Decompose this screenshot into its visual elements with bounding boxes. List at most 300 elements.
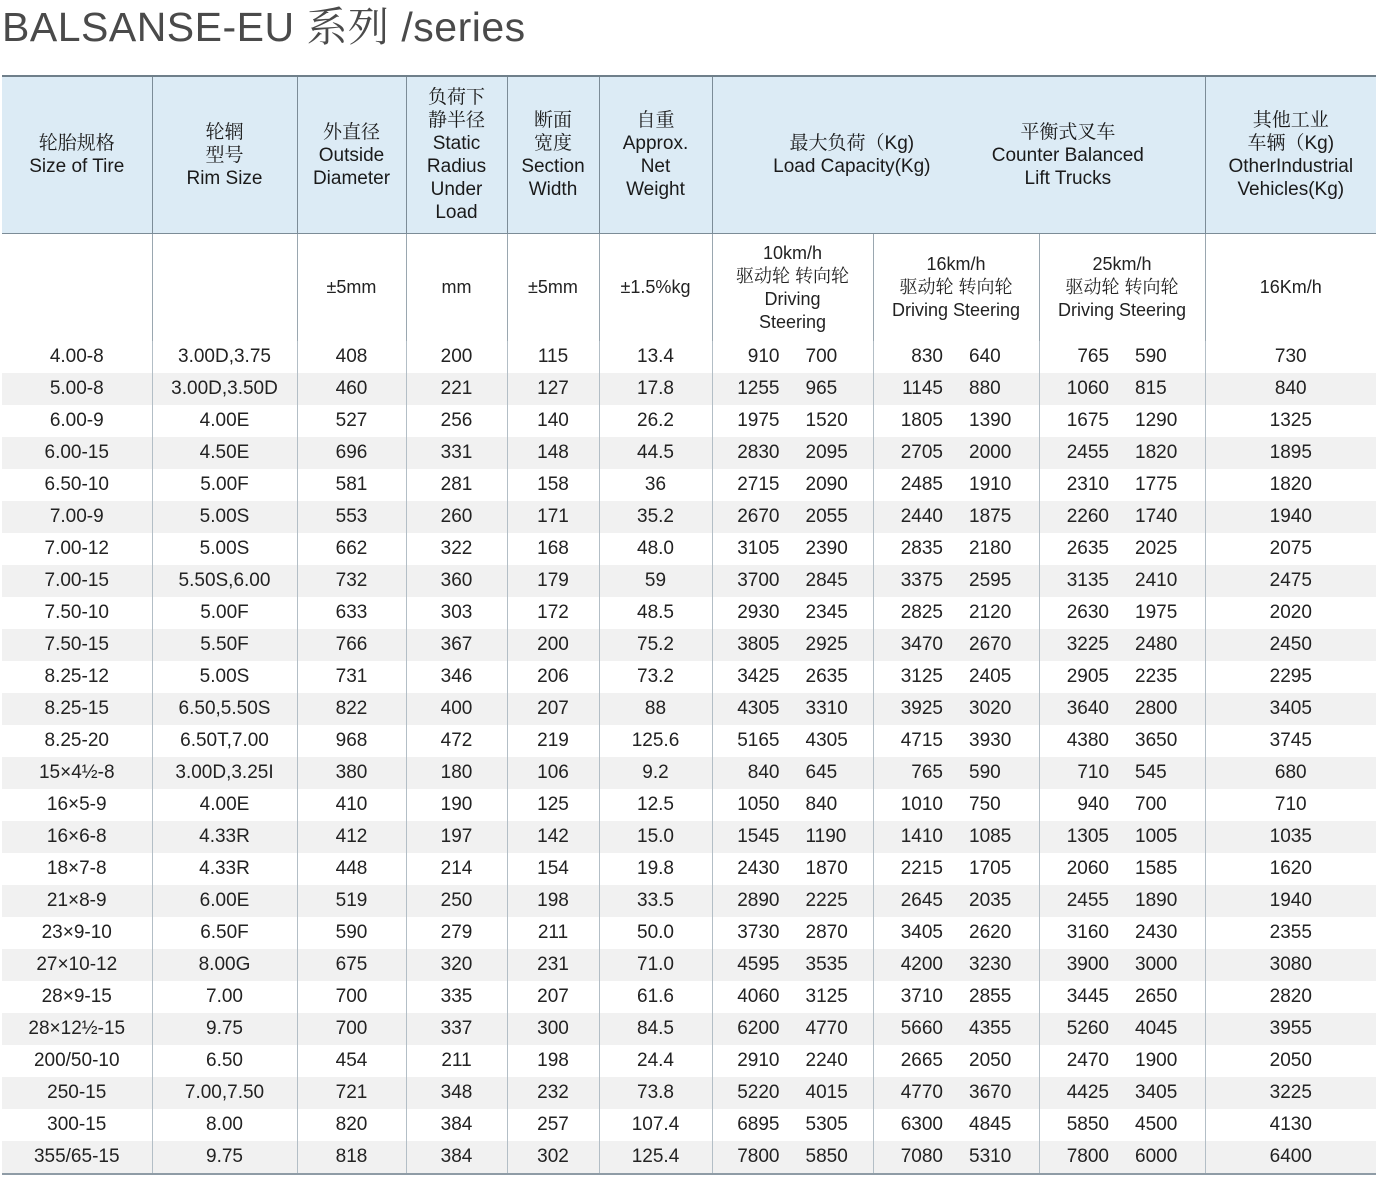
cell-other-industrial: 1895 — [1205, 437, 1376, 469]
cell-size: 7.00-9 — [2, 501, 152, 533]
cell-load-10kmh — [712, 501, 873, 533]
cell-other-industrial: 2475 — [1205, 565, 1376, 597]
cell-load-16kmh — [873, 533, 1039, 565]
cell-other-industrial: 1325 — [1205, 405, 1376, 437]
cell-size: 7.50-15 — [2, 629, 152, 661]
steering-value: 3930 — [969, 730, 1012, 751]
cell-size: 16×6-8 — [2, 821, 152, 853]
steering-value: 2670 — [969, 634, 1012, 655]
cell-load-10kmh — [712, 597, 873, 629]
cell-net-weight: 73.8 — [599, 1077, 712, 1109]
cell-outside-diameter: 700 — [297, 981, 406, 1013]
steering-value: 700 — [1135, 794, 1167, 815]
header-net-weight: 自重 Approx. Net Weight — [599, 76, 712, 234]
cell-static-radius: 400 — [406, 693, 507, 725]
cell-outside-diameter: 408 — [297, 341, 406, 373]
cell-rim-size: 6.50,5.50S — [152, 693, 297, 725]
cell-rim-size: 5.00S — [152, 661, 297, 693]
cell-load-10kmh — [712, 693, 873, 725]
cell-size: 15×4½-8 — [2, 757, 152, 789]
steering-value: 1740 — [1135, 506, 1178, 527]
cell-static-radius: 322 — [406, 533, 507, 565]
cell-net-weight: 33.5 — [599, 885, 712, 917]
cell-load-16kmh — [873, 757, 1039, 789]
cell-size: 300-15 — [2, 1109, 152, 1141]
steering-value: 1290 — [1135, 410, 1178, 431]
driving-value: 3375 — [900, 570, 943, 591]
cell-load-10kmh — [712, 629, 873, 661]
driving-value: 4715 — [900, 730, 943, 751]
table-row — [2, 821, 1376, 853]
cell-static-radius: 260 — [406, 501, 507, 533]
cell-load-10kmh — [712, 373, 873, 405]
cell-load-10kmh — [712, 405, 873, 437]
tire-spec-table — [2, 75, 1376, 1175]
driving-value: 7080 — [900, 1146, 943, 1167]
cell-load-16kmh — [873, 341, 1039, 373]
cell-rim-size: 7.00 — [152, 981, 297, 1013]
cell-load-16kmh — [873, 469, 1039, 501]
driving-value: 3640 — [1066, 698, 1110, 719]
cell-static-radius: 281 — [406, 469, 507, 501]
cell-load-16kmh — [873, 1045, 1039, 1077]
steering-value: 700 — [805, 346, 838, 367]
cell-load-25kmh — [1039, 949, 1205, 981]
cell-size: 8.25-12 — [2, 661, 152, 693]
cell-section-width: 140 — [507, 405, 599, 437]
cell-outside-diameter: 448 — [297, 853, 406, 885]
cell-static-radius: 320 — [406, 949, 507, 981]
header-outside-diameter: 外直径 Outside Diameter — [297, 76, 406, 234]
cell-other-industrial: 3405 — [1205, 693, 1376, 725]
cell-load-10kmh — [712, 981, 873, 1013]
cell-section-width: 168 — [507, 533, 599, 565]
steering-value: 2225 — [805, 890, 848, 911]
steering-value: 1520 — [805, 410, 848, 431]
cell-load-25kmh — [1039, 693, 1205, 725]
steering-value: 3310 — [805, 698, 848, 719]
cell-load-16kmh — [873, 1077, 1039, 1109]
cell-load-10kmh — [712, 565, 873, 597]
table-row — [2, 1013, 1376, 1045]
driving-value: 3135 — [1066, 570, 1110, 591]
cell-size: 21×8-9 — [2, 885, 152, 917]
cell-size: 4.00-8 — [2, 341, 152, 373]
cell-static-radius: 221 — [406, 373, 507, 405]
cell-size: 7.00-12 — [2, 533, 152, 565]
steering-value: 3000 — [1135, 954, 1178, 975]
unit-speed-16: 16km/h 驱动轮 转向轮 Driving Steering — [873, 234, 1039, 342]
cell-outside-diameter: 581 — [297, 469, 406, 501]
table-row — [2, 629, 1376, 661]
driving-value: 1805 — [900, 410, 943, 431]
driving-value: 2455 — [1066, 890, 1110, 911]
cell-net-weight: 61.6 — [599, 981, 712, 1013]
steering-value: 3650 — [1135, 730, 1178, 751]
steering-value: 3670 — [969, 1082, 1012, 1103]
cell-load-16kmh — [873, 565, 1039, 597]
driving-value: 2705 — [900, 442, 943, 463]
cell-other-industrial: 2050 — [1205, 1045, 1376, 1077]
unit-size — [2, 234, 152, 342]
cell-load-16kmh — [873, 885, 1039, 917]
steering-value: 2635 — [805, 666, 848, 687]
cell-section-width: 300 — [507, 1013, 599, 1045]
steering-value: 2025 — [1135, 538, 1178, 559]
cell-load-10kmh — [712, 757, 873, 789]
unit-net-weight: ±1.5%kg — [599, 234, 712, 342]
cell-load-25kmh — [1039, 533, 1205, 565]
steering-value: 2090 — [805, 474, 848, 495]
cell-load-25kmh — [1039, 1109, 1205, 1141]
cell-net-weight: 48.0 — [599, 533, 712, 565]
driving-value: 1545 — [737, 826, 780, 847]
driving-value: 4380 — [1066, 730, 1110, 751]
steering-value: 2925 — [805, 634, 848, 655]
cell-load-10kmh — [712, 661, 873, 693]
table-row — [2, 885, 1376, 917]
steering-value: 5310 — [969, 1146, 1012, 1167]
cell-net-weight: 44.5 — [599, 437, 712, 469]
cell-load-25kmh — [1039, 629, 1205, 661]
cell-section-width: 198 — [507, 885, 599, 917]
header-other-industrial: 其他工业 车辆（Kg) OtherIndustrial Vehicles(Kg) — [1205, 76, 1376, 234]
cell-net-weight: 125.6 — [599, 725, 712, 757]
cell-other-industrial: 2075 — [1205, 533, 1376, 565]
cell-outside-diameter: 633 — [297, 597, 406, 629]
cell-other-industrial: 3955 — [1205, 1013, 1376, 1045]
cell-rim-size: 5.00S — [152, 533, 297, 565]
table-row — [2, 501, 1376, 533]
cell-static-radius: 346 — [406, 661, 507, 693]
steering-value: 880 — [969, 378, 1001, 399]
cell-load-25kmh — [1039, 1045, 1205, 1077]
cell-size: 6.00-9 — [2, 405, 152, 437]
cell-static-radius: 211 — [406, 1045, 507, 1077]
cell-outside-diameter: 696 — [297, 437, 406, 469]
cell-load-10kmh — [712, 821, 873, 853]
cell-section-width: 172 — [507, 597, 599, 629]
driving-value: 765 — [1077, 346, 1110, 367]
cell-outside-diameter: 454 — [297, 1045, 406, 1077]
cell-static-radius: 279 — [406, 917, 507, 949]
cell-load-25kmh — [1039, 917, 1205, 949]
steering-value: 3405 — [1135, 1082, 1178, 1103]
cell-load-25kmh — [1039, 1141, 1205, 1174]
table-row — [2, 341, 1376, 373]
unit-other: 16Km/h — [1205, 234, 1376, 342]
steering-value: 640 — [969, 346, 1001, 367]
cell-outside-diameter: 700 — [297, 1013, 406, 1045]
cell-net-weight: 35.2 — [599, 501, 712, 533]
cell-static-radius: 180 — [406, 757, 507, 789]
driving-value: 3425 — [737, 666, 780, 687]
driving-value: 3730 — [737, 922, 780, 943]
cell-section-width: 154 — [507, 853, 599, 885]
cell-outside-diameter: 675 — [297, 949, 406, 981]
cell-load-25kmh — [1039, 469, 1205, 501]
steering-value: 1190 — [805, 826, 847, 847]
steering-value: 2095 — [805, 442, 848, 463]
steering-value: 2410 — [1135, 570, 1178, 591]
cell-other-industrial: 680 — [1205, 757, 1376, 789]
steering-value: 2000 — [969, 442, 1012, 463]
cell-rim-size: 3.00D,3.75 — [152, 341, 297, 373]
cell-rim-size: 9.75 — [152, 1013, 297, 1045]
driving-value: 2215 — [900, 858, 943, 879]
cell-outside-diameter: 721 — [297, 1077, 406, 1109]
cell-rim-size: 3.00D,3.50D — [152, 373, 297, 405]
cell-rim-size: 9.75 — [152, 1141, 297, 1174]
cell-load-10kmh — [712, 949, 873, 981]
table-row — [2, 757, 1376, 789]
cell-load-10kmh — [712, 1045, 873, 1077]
cell-load-10kmh — [712, 789, 873, 821]
unit-rim — [152, 234, 297, 342]
driving-value: 2630 — [1066, 602, 1110, 623]
steering-value: 5305 — [805, 1114, 848, 1135]
unit-static-radius: mm — [406, 234, 507, 342]
cell-net-weight: 12.5 — [599, 789, 712, 821]
cell-static-radius: 367 — [406, 629, 507, 661]
cell-outside-diameter: 820 — [297, 1109, 406, 1141]
driving-value: 3125 — [900, 666, 943, 687]
driving-value: 830 — [911, 346, 943, 367]
driving-value: 4305 — [737, 698, 780, 719]
driving-value: 3700 — [737, 570, 780, 591]
cell-net-weight: 73.2 — [599, 661, 712, 693]
driving-value: 1255 — [737, 378, 780, 399]
cell-rim-size: 6.50F — [152, 917, 297, 949]
steering-value: 750 — [969, 794, 1001, 815]
steering-value: 3535 — [805, 954, 848, 975]
cell-size: 5.00-8 — [2, 373, 152, 405]
driving-value: 3470 — [900, 634, 943, 655]
steering-value: 3125 — [805, 986, 848, 1007]
cell-net-weight: 15.0 — [599, 821, 712, 853]
cell-size: 8.25-20 — [2, 725, 152, 757]
steering-value: 4015 — [805, 1082, 848, 1103]
driving-value: 2430 — [737, 858, 780, 879]
steering-value: 2870 — [805, 922, 848, 943]
cell-rim-size: 7.00,7.50 — [152, 1077, 297, 1109]
driving-value: 3445 — [1066, 986, 1110, 1007]
cell-outside-diameter: 460 — [297, 373, 406, 405]
cell-rim-size: 4.00E — [152, 405, 297, 437]
cell-outside-diameter: 590 — [297, 917, 406, 949]
steering-value: 2855 — [969, 986, 1012, 1007]
steering-value: 590 — [969, 762, 1001, 783]
cell-other-industrial: 2820 — [1205, 981, 1376, 1013]
driving-value: 6200 — [737, 1018, 780, 1039]
cell-outside-diameter: 412 — [297, 821, 406, 853]
steering-value: 1085 — [969, 826, 1012, 847]
cell-outside-diameter: 527 — [297, 405, 406, 437]
driving-value: 3225 — [1066, 634, 1110, 655]
table-row — [2, 1077, 1376, 1109]
table-row — [2, 981, 1376, 1013]
header-section-width: 断面 宽度 Section Width — [507, 76, 599, 234]
steering-value: 2035 — [969, 890, 1012, 911]
steering-value: 840 — [805, 794, 838, 815]
cell-load-25kmh — [1039, 373, 1205, 405]
driving-value: 2635 — [1066, 538, 1110, 559]
cell-static-radius: 331 — [406, 437, 507, 469]
cell-static-radius: 256 — [406, 405, 507, 437]
cell-rim-size: 5.00F — [152, 469, 297, 501]
cell-outside-diameter: 822 — [297, 693, 406, 725]
driving-value: 765 — [911, 762, 943, 783]
cell-load-25kmh — [1039, 1013, 1205, 1045]
driving-value: 2260 — [1066, 506, 1110, 527]
steering-value: 1005 — [1135, 826, 1178, 847]
cell-load-16kmh — [873, 1013, 1039, 1045]
cell-load-16kmh — [873, 629, 1039, 661]
counter-balanced-label: 平衡式叉车 Counter Balanced Lift Trucks — [991, 121, 1144, 189]
cell-static-radius: 337 — [406, 1013, 507, 1045]
steering-value: 2055 — [805, 506, 848, 527]
cell-size: 27×10-12 — [2, 949, 152, 981]
cell-net-weight: 48.5 — [599, 597, 712, 629]
cell-load-10kmh — [712, 917, 873, 949]
cell-outside-diameter: 410 — [297, 789, 406, 821]
cell-load-10kmh — [712, 725, 873, 757]
cell-load-16kmh — [873, 437, 1039, 469]
cell-load-16kmh — [873, 405, 1039, 437]
unit-section-width: ±5mm — [507, 234, 599, 342]
driving-value: 2910 — [737, 1050, 780, 1071]
driving-value: 840 — [747, 762, 780, 783]
table-row — [2, 1109, 1376, 1141]
cell-section-width: 106 — [507, 757, 599, 789]
cell-size: 8.25-15 — [2, 693, 152, 725]
table-row — [2, 789, 1376, 821]
driving-value: 1060 — [1066, 378, 1110, 399]
cell-other-industrial: 730 — [1205, 341, 1376, 373]
driving-value: 2670 — [737, 506, 780, 527]
steering-value: 4355 — [969, 1018, 1012, 1039]
header-load-capacity — [712, 76, 1205, 234]
load-capacity-label: 最大负荷（Kg) Load Capacity(Kg) — [773, 133, 931, 177]
cell-rim-size: 3.00D,3.25I — [152, 757, 297, 789]
steering-value: 2620 — [969, 922, 1012, 943]
driving-value: 6300 — [900, 1114, 943, 1135]
cell-outside-diameter: 732 — [297, 565, 406, 597]
driving-value: 2665 — [900, 1050, 943, 1071]
cell-net-weight: 36 — [599, 469, 712, 501]
cell-load-25kmh — [1039, 725, 1205, 757]
steering-value: 545 — [1135, 762, 1167, 783]
cell-rim-size: 5.50F — [152, 629, 297, 661]
cell-other-industrial: 1940 — [1205, 501, 1376, 533]
cell-static-radius: 348 — [406, 1077, 507, 1109]
cell-load-25kmh — [1039, 437, 1205, 469]
cell-section-width: 148 — [507, 437, 599, 469]
cell-static-radius: 384 — [406, 1141, 507, 1174]
cell-load-10kmh — [712, 885, 873, 917]
cell-other-industrial: 3080 — [1205, 949, 1376, 981]
cell-section-width: 219 — [507, 725, 599, 757]
cell-load-16kmh — [873, 1141, 1039, 1174]
driving-value: 3160 — [1066, 922, 1110, 943]
cell-outside-diameter: 731 — [297, 661, 406, 693]
cell-load-10kmh — [712, 437, 873, 469]
cell-static-radius: 200 — [406, 341, 507, 373]
cell-net-weight: 125.4 — [599, 1141, 712, 1174]
cell-static-radius: 384 — [406, 1109, 507, 1141]
driving-value: 4060 — [737, 986, 780, 1007]
cell-rim-size: 5.50S,6.00 — [152, 565, 297, 597]
driving-value: 5850 — [1066, 1114, 1110, 1135]
cell-other-industrial: 2295 — [1205, 661, 1376, 693]
driving-value: 7800 — [737, 1146, 780, 1167]
cell-load-25kmh — [1039, 757, 1205, 789]
cell-size: 28×9-15 — [2, 981, 152, 1013]
unit-speed-10: 10km/h 驱动轮 转向轮 Driving Steering — [712, 234, 873, 342]
steering-value: 1705 — [969, 858, 1012, 879]
cell-rim-size: 8.00 — [152, 1109, 297, 1141]
driving-value: 2470 — [1066, 1050, 1110, 1071]
steering-value: 2235 — [1135, 666, 1178, 687]
driving-value: 3105 — [737, 538, 780, 559]
cell-size: 6.50-10 — [2, 469, 152, 501]
cell-load-25kmh — [1039, 405, 1205, 437]
cell-other-industrial: 3745 — [1205, 725, 1376, 757]
table-row — [2, 917, 1376, 949]
cell-load-10kmh — [712, 533, 873, 565]
table-row — [2, 533, 1376, 565]
cell-other-industrial: 710 — [1205, 789, 1376, 821]
cell-rim-size: 4.33R — [152, 853, 297, 885]
header-rim-size: 轮辋 型号 Rim Size — [152, 76, 297, 234]
driving-value: 3900 — [1066, 954, 1110, 975]
cell-other-industrial: 1035 — [1205, 821, 1376, 853]
driving-value: 5260 — [1066, 1018, 1110, 1039]
cell-section-width: 211 — [507, 917, 599, 949]
cell-other-industrial: 1820 — [1205, 469, 1376, 501]
cell-section-width: 207 — [507, 981, 599, 1013]
cell-load-16kmh — [873, 373, 1039, 405]
cell-load-10kmh — [712, 1077, 873, 1109]
steering-value: 2480 — [1135, 634, 1178, 655]
cell-net-weight: 84.5 — [599, 1013, 712, 1045]
steering-value: 3230 — [969, 954, 1012, 975]
cell-load-16kmh — [873, 1109, 1039, 1141]
table-row — [2, 693, 1376, 725]
cell-load-25kmh — [1039, 885, 1205, 917]
steering-value: 590 — [1135, 346, 1167, 367]
driving-value: 940 — [1077, 794, 1110, 815]
cell-size: 16×5-9 — [2, 789, 152, 821]
cell-section-width: 179 — [507, 565, 599, 597]
table-row — [2, 1141, 1376, 1174]
cell-section-width: 206 — [507, 661, 599, 693]
cell-net-weight: 24.4 — [599, 1045, 712, 1077]
cell-static-radius: 190 — [406, 789, 507, 821]
steering-value: 1875 — [969, 506, 1012, 527]
unit-speed-25: 25km/h 驱动轮 转向轮 Driving Steering — [1039, 234, 1205, 342]
cell-load-16kmh — [873, 693, 1039, 725]
cell-outside-diameter: 662 — [297, 533, 406, 565]
cell-size: 250-15 — [2, 1077, 152, 1109]
table-row — [2, 949, 1376, 981]
cell-net-weight: 71.0 — [599, 949, 712, 981]
cell-rim-size: 6.00E — [152, 885, 297, 917]
driving-value: 3710 — [900, 986, 943, 1007]
steering-value: 6000 — [1135, 1146, 1178, 1167]
table-row — [2, 469, 1376, 501]
cell-outside-diameter: 766 — [297, 629, 406, 661]
